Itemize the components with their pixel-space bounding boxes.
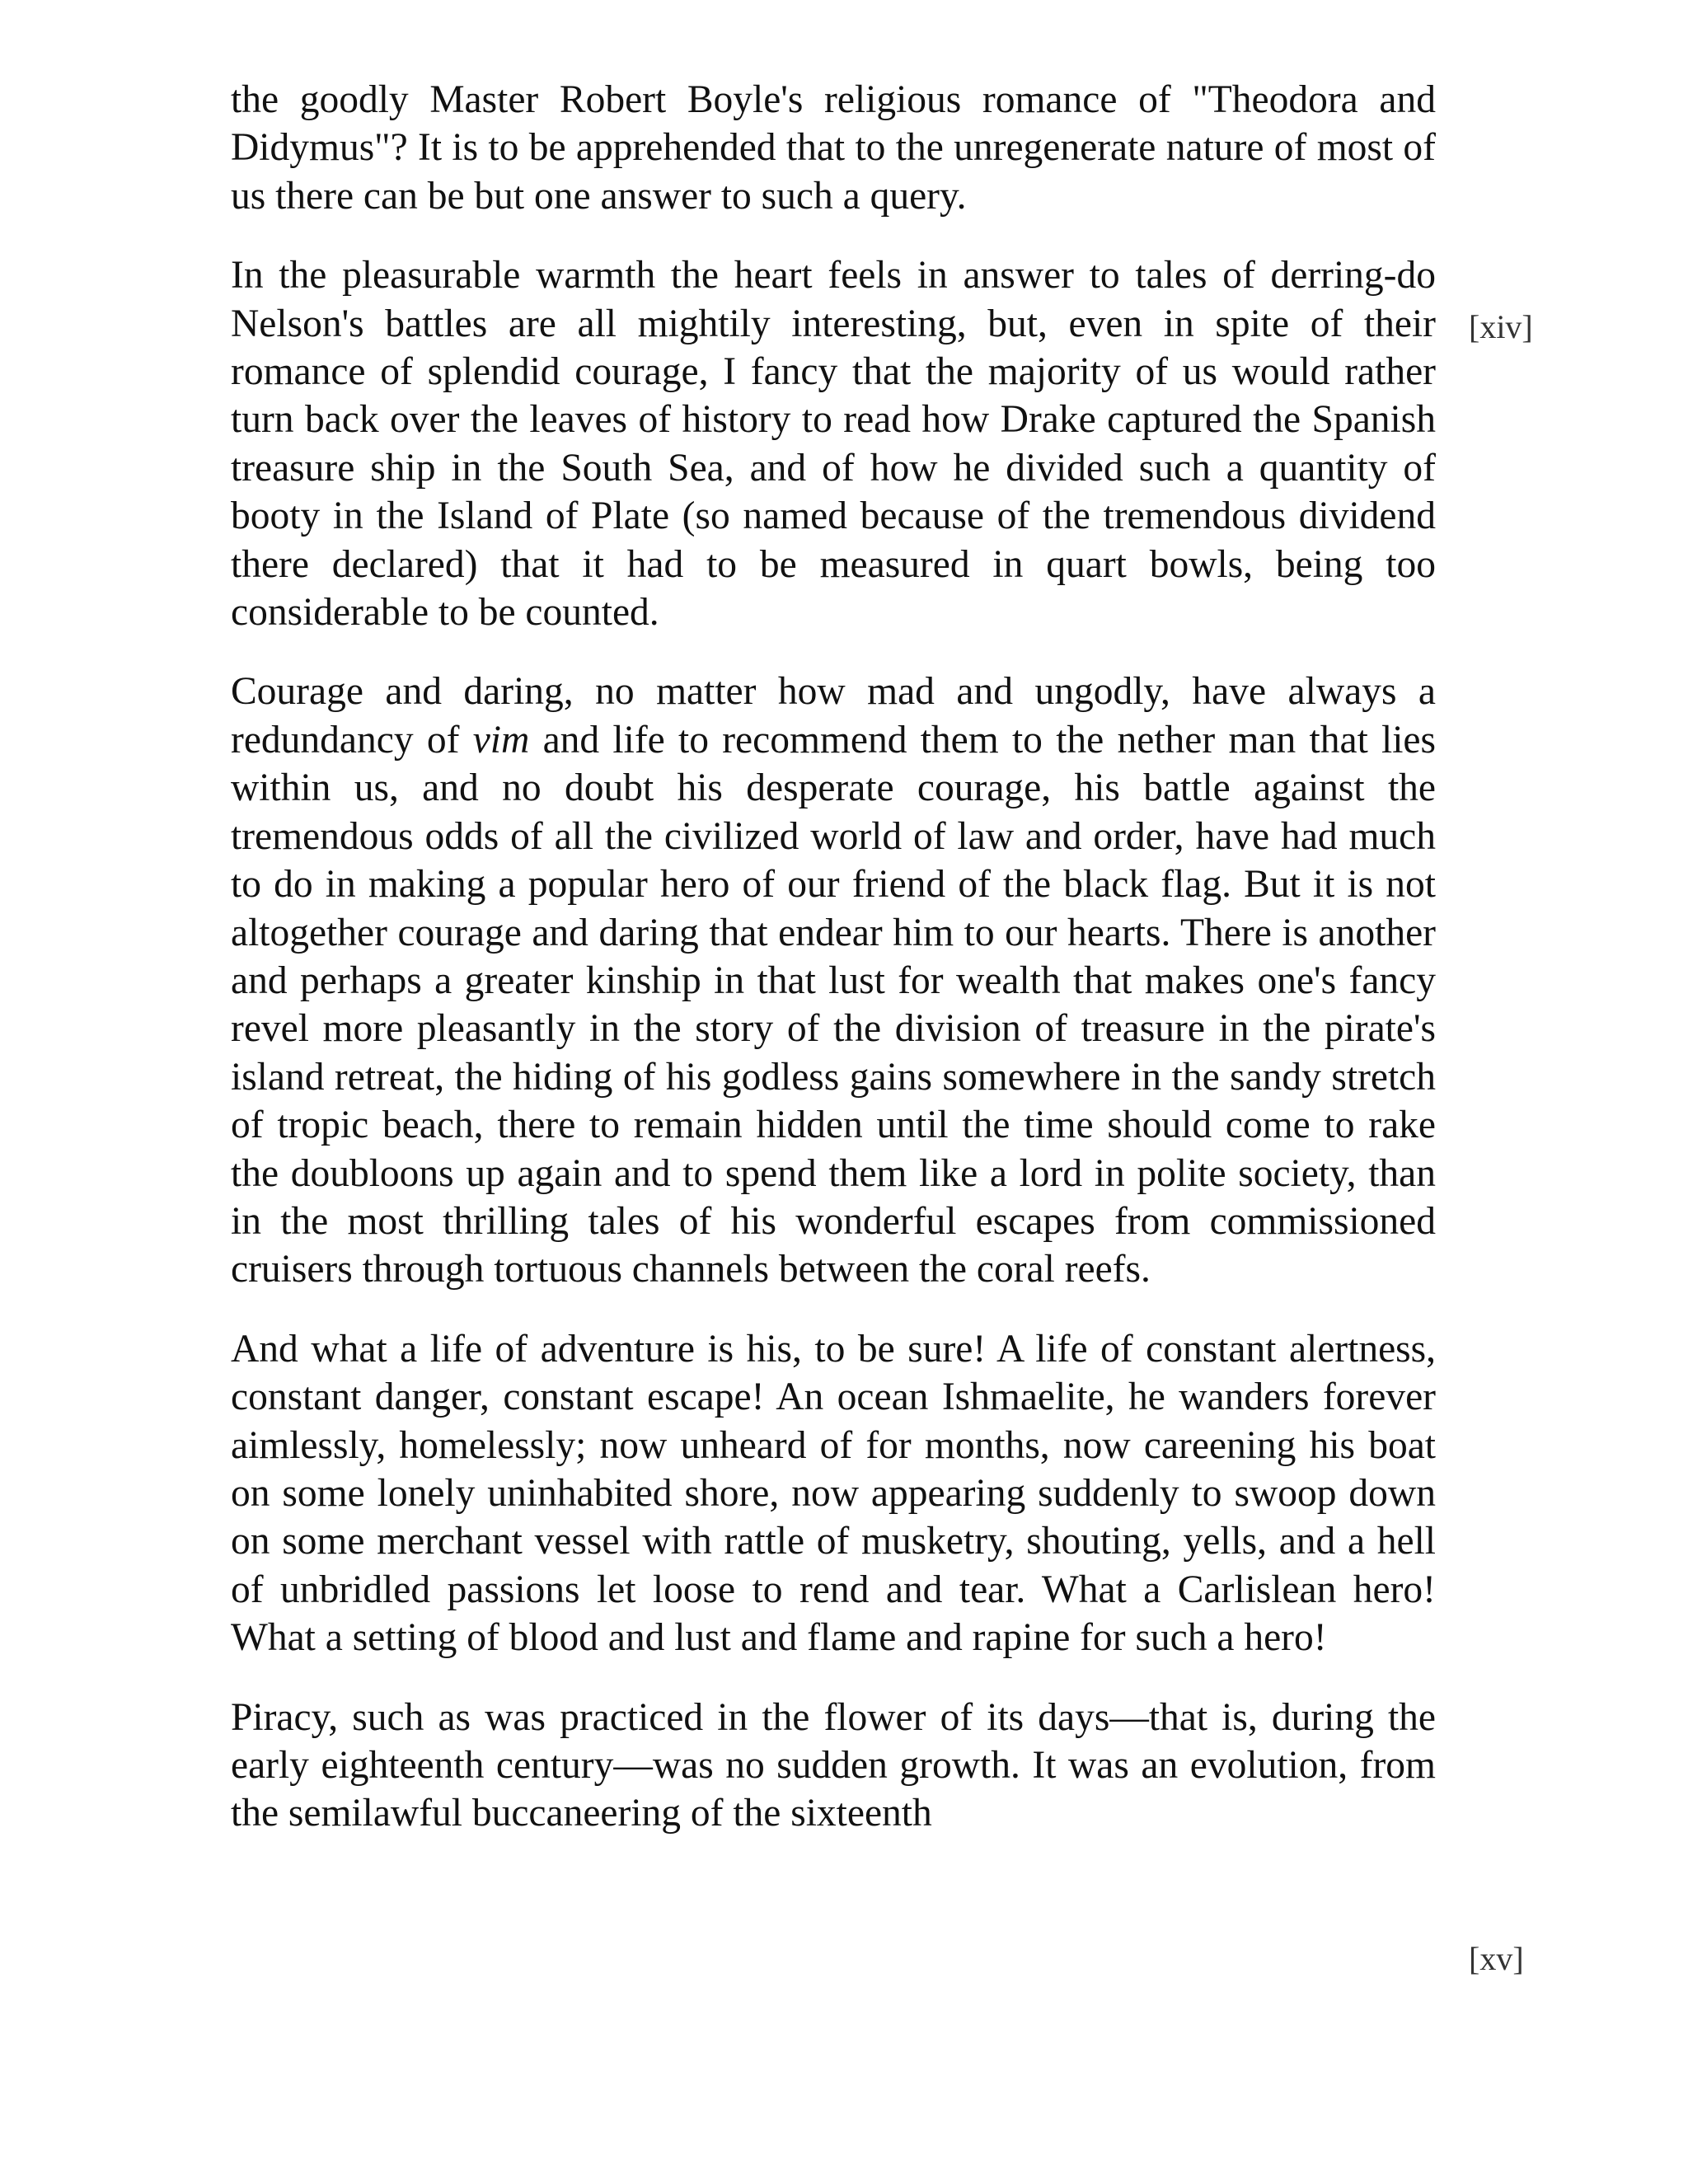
paragraph-1: the goodly Master Robert Boyle's religious romance of "Theodora and Didymus"? It is to be apprehended that to the unregenerate nature of most of us there can be but one answer to such a query.	[231, 78, 1436, 218]
paragraph-3	[231, 668, 1436, 1293]
paragraph-5: Piracy, such as was practiced in the flower of its days—that is, during the early eighteenth century—was no sudden growth. It was an evolution, from the semilawful buccaneering of the sixteenth	[231, 1695, 1436, 1835]
page-marker-xiv[interactable]: [xiv]	[1469, 308, 1533, 345]
paragraph-2: In the pleasurable warmth the heart feels in answer to tales of derring-do Nelson's battles are all mightily interesting, but, even in spite of their romance of splendid courage, I fancy that the majority of us would rather turn back over the leaves of history to read how Drake captured the Spanish treasure ship in the South Sea, and of how he divided such a quantity of booty in the Island of Plate (so named because of the tremendous dividend there declared) that it had to be measured in quart bowls, being too considerable to be counted.	[231, 254, 1436, 635]
paragraph-3-text-start: Courage and daring, no matter how mad and ungodly, have always a redundancy of	[231, 670, 1436, 762]
italic-word-vim: vim	[472, 718, 530, 762]
page-marker-xv[interactable]: [xv]	[1469, 1940, 1524, 1977]
page-body	[231, 76, 1436, 1869]
paragraph-4: And what a life of adventure is his, to be sure! A life of constant alertness, constant danger, constant escape! An ocean Ishmaelite, he wanders forever aimlessly, homelessly; now unheard of for months, now careening his boat on some lonely uninhabited shore, now appearing suddenly to swoop down on some merchant vessel with rattle of musketry, shouting, yells, and a hell of unbridled passions let loose to rend and tear. What a Carlislean hero! What a setting of blood and lust and flame and rapine for such a hero!	[231, 1327, 1436, 1660]
paragraph-3-text-end: and life to recommend them to the nether man that lies within us, and no doubt his desperate courage, his battle against the tremendous odds of all the civilized world of law and order, have had much to do in making a popular hero of our friend of the black flag. But it is not altogether courage and daring that endear him to our hearts. There is another and perhaps a greater kinship in that lust for wealth that makes one's fancy revel more pleasantly in the story of the division of treasure in the pirate's island retreat, the hiding of his godless gains somewhere in the sandy stretch of tropic beach, there to remain hidden until the time should come to rake the doubloons up again and to spend them like a lord in polite society, than in the most thrilling tales of his wonderful escapes from commissioned cruisers through tortuous channels between the coral reefs.	[231, 718, 1437, 1291]
